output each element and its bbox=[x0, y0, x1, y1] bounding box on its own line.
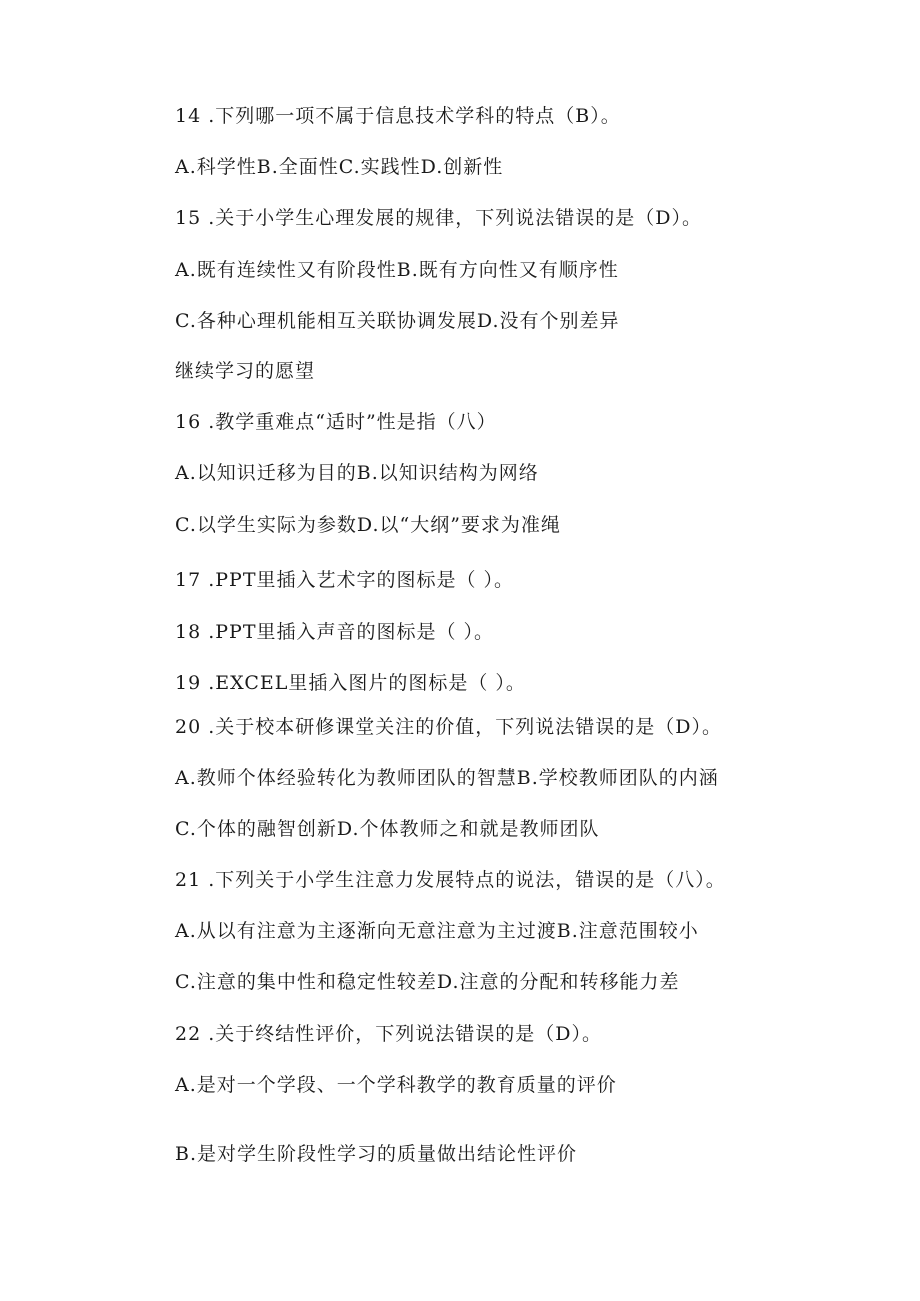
question-16: 16 .教学重难点“适时”性是指（八） bbox=[175, 411, 497, 433]
question-20-options-ab: A.教师个体经验转化为教师团队的智慧B.学校教师团队的内涵 bbox=[175, 767, 719, 789]
question-16-options-cd: C.以学生实际为参数D.以“大纲”要求为准绳 bbox=[175, 514, 561, 536]
question-21-options-cd: C.注意的集中性和稳定性较差D.注意的分配和转移能力差 bbox=[175, 971, 680, 993]
question-15-options-cd: C.各种心理机能相互关联协调发展D.没有个别差异 bbox=[175, 310, 620, 332]
question-14-options: A.科学性B.全面性C.实践性D.创新性 bbox=[175, 156, 504, 178]
question-19: 19 .EXCEL里插入图片的图标是（ ）。 bbox=[175, 672, 526, 694]
question-15-options-ab: A.既有连续性又有阶段性B.既有方向性又有顺序性 bbox=[175, 259, 619, 281]
stray-text-line: 继续学习的愿望 bbox=[175, 360, 316, 382]
question-16-options-ab: A.以知识迁移为目的B.以知识结构为网络 bbox=[175, 462, 539, 484]
question-22-option-b: B.是对学生阶段性学习的质量做出结论性评价 bbox=[175, 1143, 578, 1165]
question-22-option-a: A.是对一个学段、一个学科教学的教育质量的评价 bbox=[175, 1074, 617, 1096]
question-21-options-ab: A.从以有注意为主逐渐向无意注意为主过渡B.注意范围较小 bbox=[175, 920, 699, 942]
question-22: 22 .关于终结性评价，下列说法错误的是（D）。 bbox=[175, 1023, 602, 1045]
question-15: 15 .关于小学生心理发展的规律，下列说法错误的是（D）。 bbox=[175, 207, 702, 229]
question-21: 21 .下列关于小学生注意力发展特点的说法，错误的是（八）。 bbox=[175, 869, 726, 891]
question-20-options-cd: C.个体的融智创新D.个体教师之和就是教师团队 bbox=[175, 818, 600, 840]
question-20: 20 .关于校本研修课堂关注的价值，下列说法错误的是（D）。 bbox=[175, 716, 722, 738]
question-14: 14 .下列哪一项不属于信息技术学科的特点（B）。 bbox=[175, 105, 621, 127]
question-18: 18 .PPT里插入声音的图标是（ ）。 bbox=[175, 621, 495, 643]
question-17: 17 .PPT里插入艺术字的图标是（ ）。 bbox=[175, 569, 515, 591]
